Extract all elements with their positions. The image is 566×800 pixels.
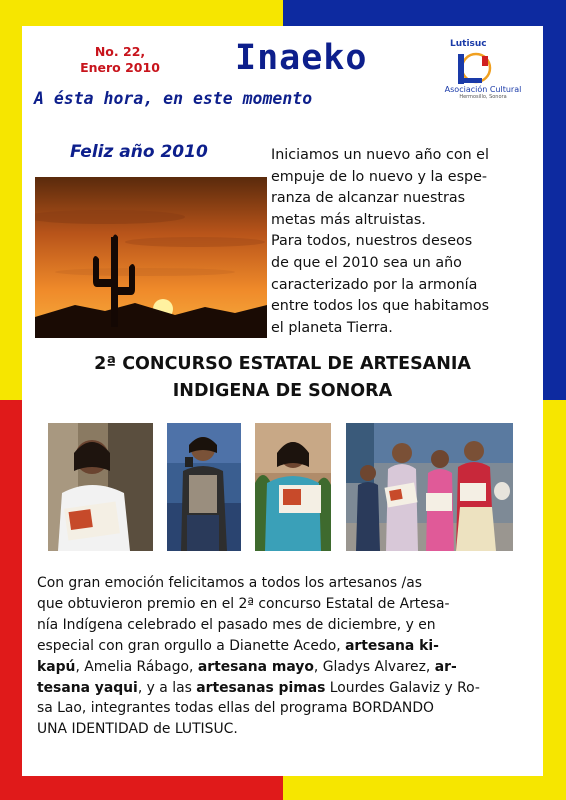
article-line	[37, 657, 537, 678]
logo-city: Hermosillo, Sonora	[459, 94, 507, 100]
article-emphasis: tesana yaqui	[37, 679, 138, 696]
greeting-heading: Feliz año 2010	[70, 142, 208, 162]
article-line	[37, 678, 537, 699]
artisan-photo-3	[255, 423, 331, 551]
article-emphasis: ar-	[434, 658, 457, 675]
article-line	[37, 636, 537, 657]
artisan-photo-2	[167, 423, 241, 551]
artisan-group-photo	[346, 423, 513, 551]
sunset-cactus-photo	[35, 177, 267, 338]
article-text-run: Lourdes Galaviz y Ro-	[325, 679, 480, 696]
article-text-run: , Gladys Alvarez,	[313, 658, 435, 675]
contest-heading	[22, 351, 543, 405]
article-line: Con gran emoción felicitamos a todos los artesanos /as	[37, 575, 422, 591]
greeting-line: Para todos, nuestros deseos	[271, 233, 473, 250]
greeting-line: el planeta Tierra.	[271, 319, 393, 336]
greeting-line: de que el 2010 sea un año	[271, 254, 462, 271]
article-text-run: especial con gran orgullo a Dianette Acedo,	[37, 637, 346, 654]
greeting-line: caracterizado por la armonía	[271, 276, 478, 293]
logo-subtitle: Asociación Cultural	[444, 85, 522, 94]
greeting-line: metas más altruistas.	[271, 211, 426, 228]
contest-heading-line1: 2ª CONCURSO ESTATAL DE ARTESANIA	[94, 354, 471, 374]
issue-info	[70, 44, 170, 76]
newsletter-page	[22, 26, 543, 776]
issue-date: Enero 2010	[80, 60, 160, 75]
greeting-line: empuje de lo nuevo y la espe-	[271, 168, 488, 185]
article-emphasis: kapú	[37, 658, 76, 675]
article-text	[37, 573, 537, 740]
article-emphasis: artesanas pimas	[196, 679, 326, 696]
lutisuc-logo	[438, 39, 528, 101]
article-line: que obtuvieron premio en el 2ª concurso Estatal de Artesa-	[37, 595, 450, 612]
greeting-text	[271, 145, 536, 339]
article-emphasis: artesana ki-	[345, 637, 439, 654]
article-text-run: , Amelia Rábago,	[75, 658, 198, 675]
newsletter-tagline: A ésta hora, en este momento	[34, 89, 313, 108]
greeting-line: ranza de alcanzar nuestras	[271, 190, 466, 207]
article-line: sa Lao, integrantes todas ellas del programa BORDANDO	[37, 700, 434, 717]
greeting-line: entre todos los que habitamos	[271, 298, 490, 315]
newsletter-title: Inaeko	[235, 38, 368, 78]
issue-number: No. 22,	[94, 44, 146, 59]
logo-emblem-icon	[452, 48, 496, 86]
article-line: UNA IDENTIDAD de LUTISUC.	[37, 721, 238, 738]
article-text-run: , y a las	[137, 679, 197, 696]
article-emphasis: artesana mayo	[197, 658, 314, 675]
greeting-line: Iniciamos un nuevo año con el	[271, 147, 489, 163]
logo-name: Lutisuc	[450, 39, 487, 49]
contest-heading-line2: INDIGENA DE SONORA	[172, 381, 393, 401]
article-line: nía Indígena celebrado el pasado mes de diciembre, y en	[37, 616, 436, 633]
artisan-photo-1	[48, 423, 153, 551]
